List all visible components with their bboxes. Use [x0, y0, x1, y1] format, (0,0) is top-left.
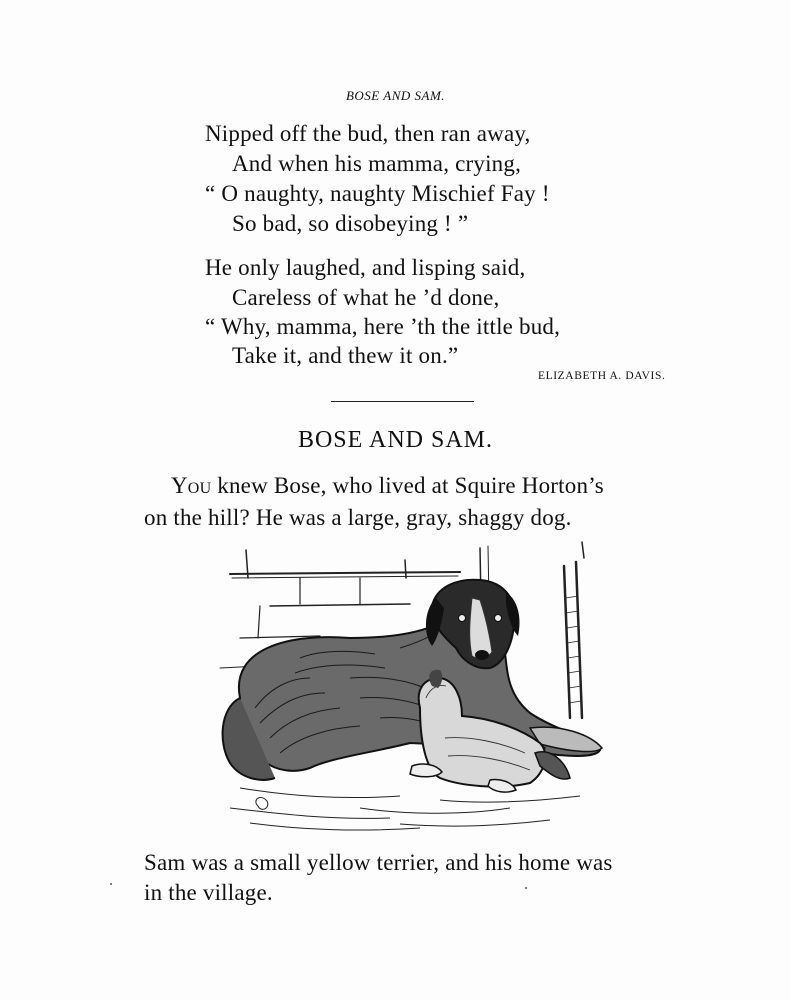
print-speck — [110, 883, 112, 885]
poem-line: Nipped off the bud, then ran away, — [205, 121, 531, 146]
story-title: BOSE AND SAM. — [297, 427, 494, 453]
prose-text: knew Bose, who lived at Squire Horton’s — [211, 473, 604, 498]
prose-line: on the hill? He was a large, gray, shaggy dog. — [144, 505, 572, 530]
poem-line: “ Why, mamma, here ’th the ittle bud, — [205, 314, 561, 339]
prose-line: in the village. — [144, 880, 273, 905]
dogs-engraving-illustration — [200, 538, 620, 838]
drop-cap-word: You — [171, 473, 212, 498]
prose-line — [171, 473, 604, 499]
poem-line: And when his mamma, crying, — [232, 151, 522, 176]
poem-attribution: ELIZABETH A. DAVIS. — [538, 370, 666, 382]
poem-line: “ O naughty, naughty Mischief Fay ! — [205, 181, 550, 206]
print-speck — [525, 887, 527, 889]
running-head: BOSE AND SAM. — [345, 88, 446, 103]
poem-line: So bad, so disobeying ! ” — [232, 211, 469, 236]
poem-line: Take it, and thew it on.” — [232, 343, 459, 368]
prose-line: Sam was a small yellow terrier, and his home was — [144, 850, 613, 875]
section-divider — [331, 401, 474, 402]
poem-line: He only laughed, and lisping said, — [205, 255, 526, 280]
poem-line: Careless of what he ’d done, — [232, 285, 500, 310]
